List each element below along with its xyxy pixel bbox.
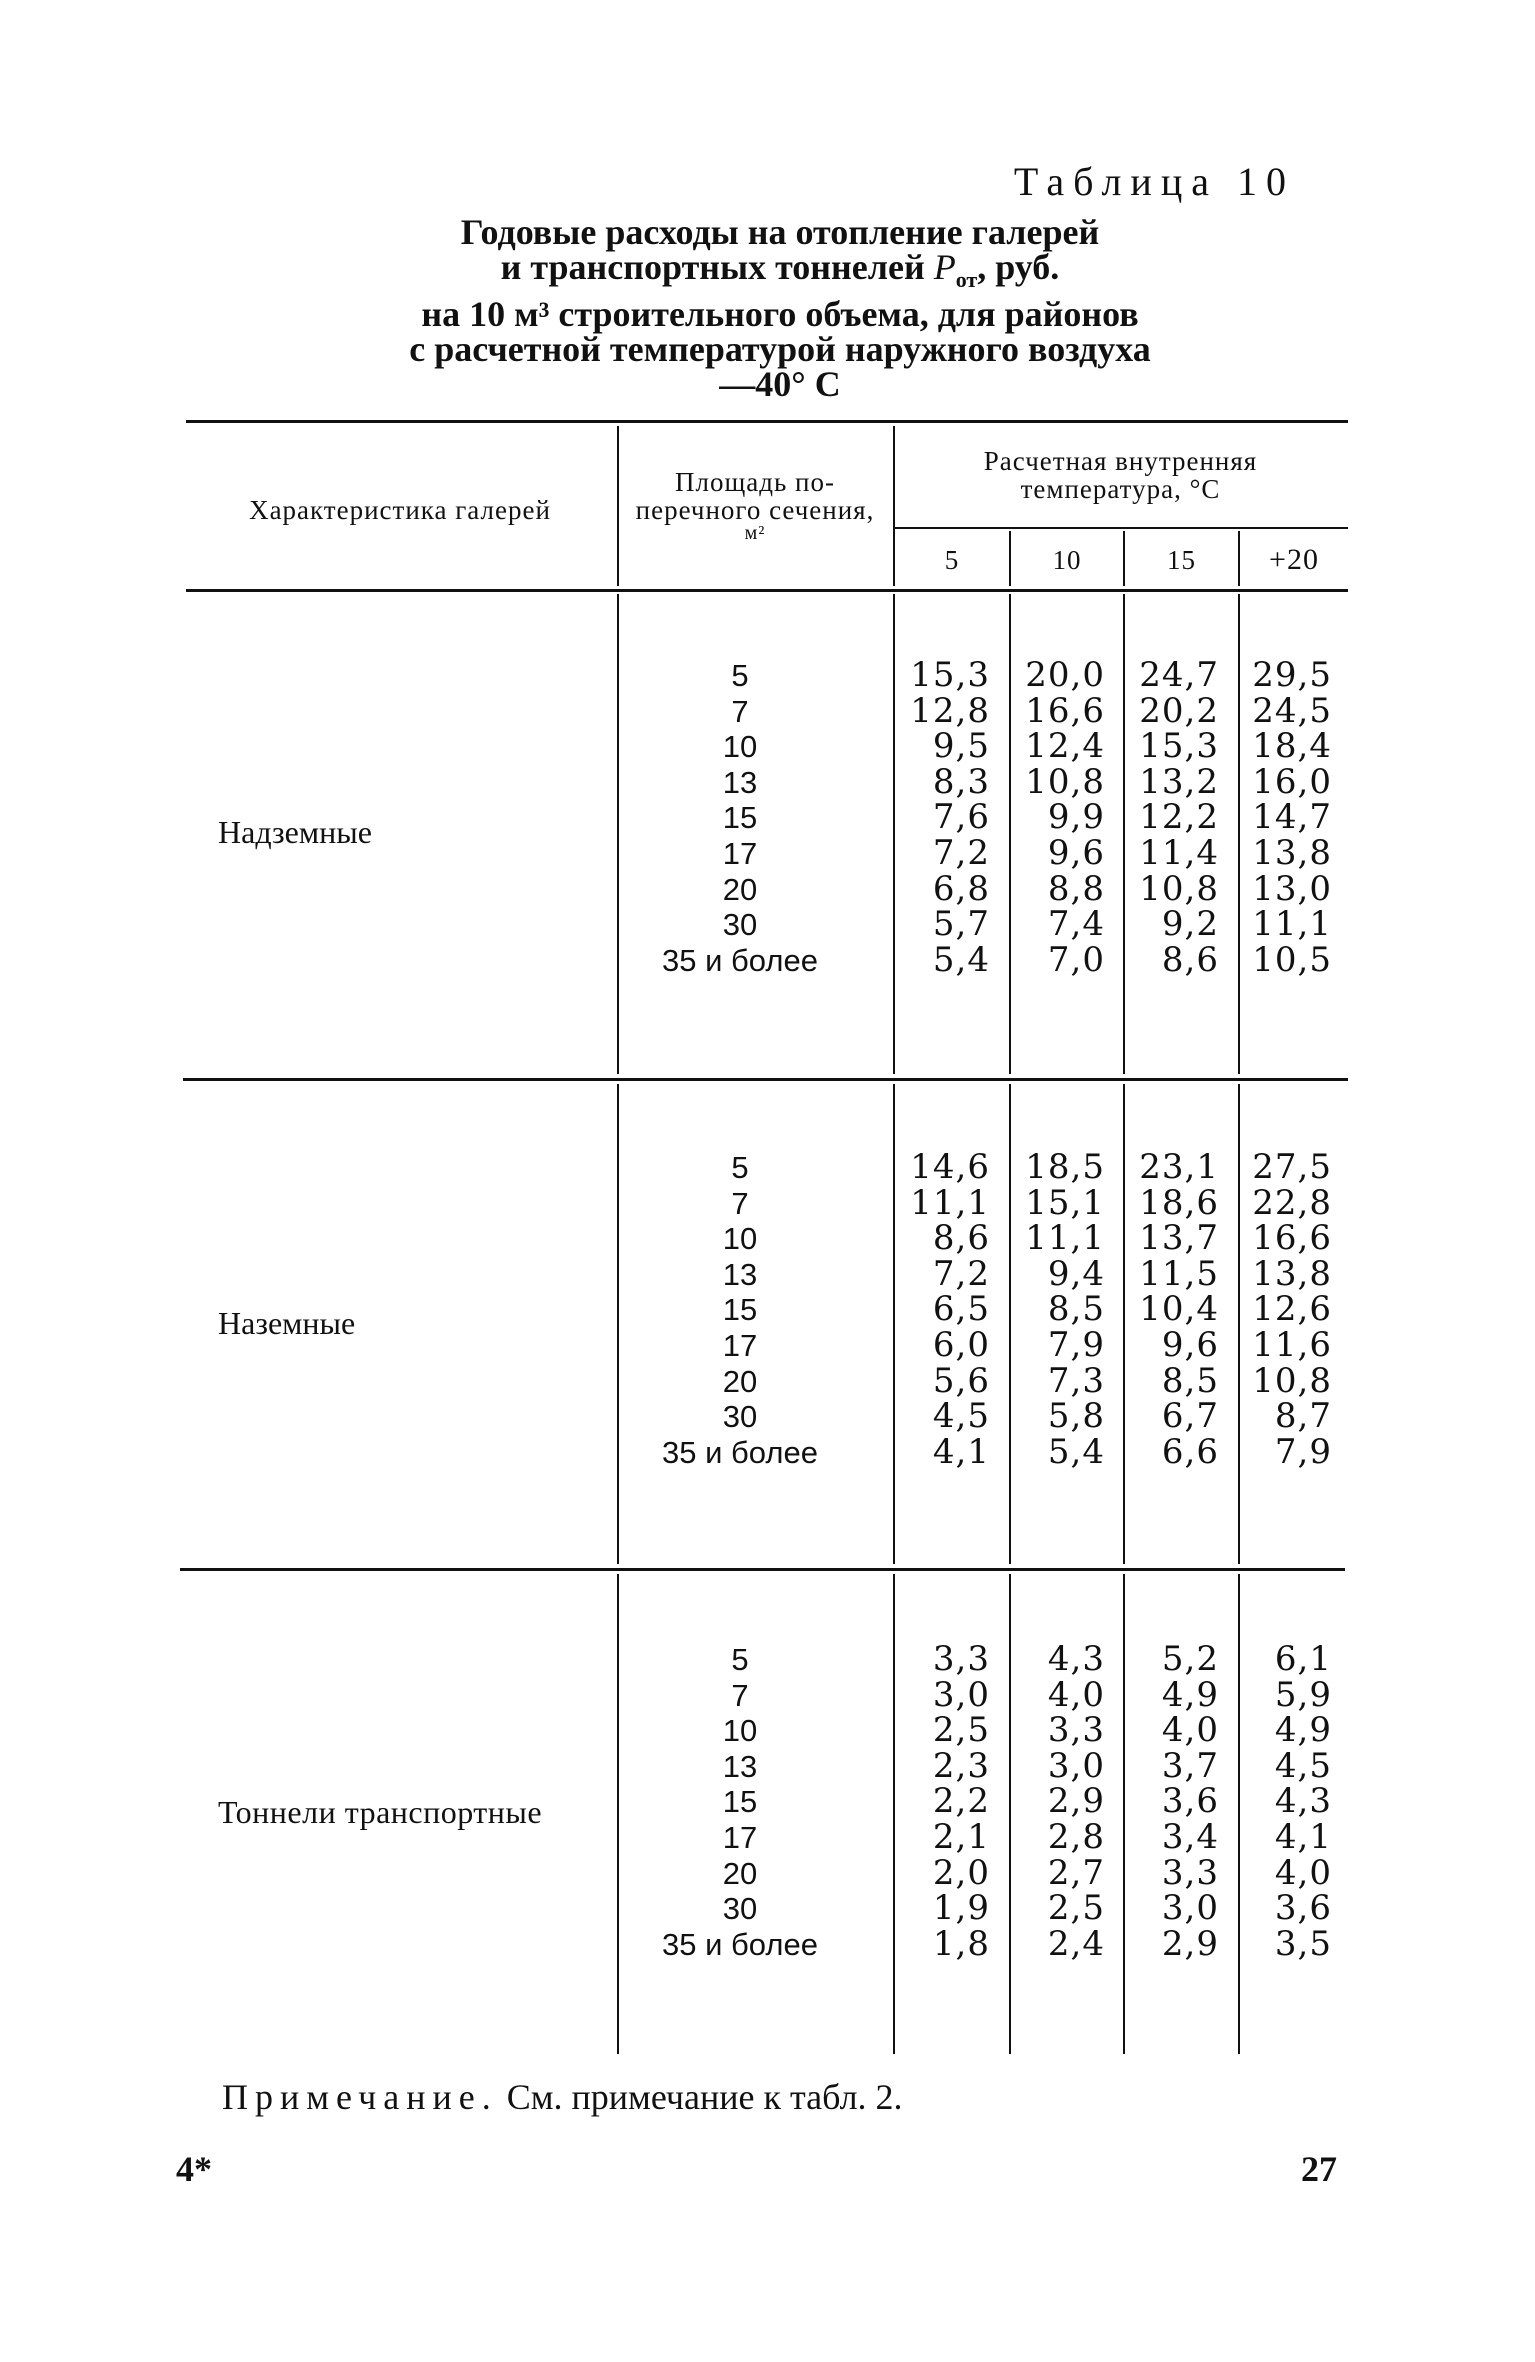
value-cell: 3,3 — [1047, 1710, 1105, 1751]
value-cell: 24,7 — [1139, 655, 1219, 695]
section-1-col-15 — [1127, 655, 1219, 980]
s3-vrule-2 — [893, 1574, 895, 2054]
value-cell: 7,2 — [932, 832, 990, 873]
area-cell: 13 — [722, 1256, 758, 1292]
value-cell: 8,7 — [1274, 1396, 1332, 1437]
value-cell: 4,0 — [1161, 1710, 1219, 1751]
value-cell: 11,1 — [1025, 1218, 1105, 1259]
section-1-col-20 — [1242, 655, 1332, 980]
area-cell: 20 — [722, 871, 758, 907]
value-cell: 9,5 — [932, 726, 990, 767]
value-cell: 5,7 — [932, 904, 990, 945]
title-line-1: Годовые расходы на отопление галерей — [460, 212, 1100, 252]
value-cell: 4,3 — [1047, 1639, 1105, 1679]
value-cell: 20,2 — [1139, 690, 1219, 731]
value-cell: 6,8 — [932, 868, 990, 909]
header-bottom-rule — [186, 589, 1348, 592]
value-cell: 11,5 — [1139, 1253, 1219, 1294]
value-cell: 14,6 — [910, 1147, 990, 1187]
section-3-areas — [630, 1642, 850, 1962]
area-cell: 13 — [722, 764, 758, 800]
header-characteristic: Характеристика галерей — [249, 495, 551, 525]
value-cell: 18,6 — [1139, 1182, 1219, 1223]
area-cell: 20 — [722, 1363, 758, 1399]
value-cell: 7,6 — [932, 797, 990, 838]
section-3-col-15 — [1127, 1639, 1219, 1964]
value-cell: 9,4 — [1047, 1253, 1105, 1294]
value-cell: 12,2 — [1139, 797, 1219, 838]
value-cell: 9,6 — [1047, 832, 1105, 873]
value-cell: 7,2 — [932, 1253, 990, 1294]
value-cell: 4,0 — [1274, 1852, 1332, 1893]
value-cell: 12,8 — [910, 690, 990, 731]
title-symbol: P — [933, 247, 956, 287]
temp-header-rule — [893, 527, 1348, 529]
value-cell: 5,6 — [932, 1360, 990, 1401]
title-line-5: —40° С — [719, 364, 841, 405]
area-cell: 17 — [722, 1819, 758, 1855]
value-cell: 2,7 — [1047, 1852, 1105, 1893]
area-cell: 10 — [722, 729, 758, 765]
value-cell: 20,0 — [1025, 655, 1105, 695]
value-cell: 13,7 — [1139, 1218, 1219, 1259]
value-cell: 10,8 — [1252, 1360, 1332, 1401]
value-cell: 12,6 — [1252, 1289, 1332, 1330]
area-cell: 5 — [731, 1642, 749, 1677]
value-cell: 3,0 — [1047, 1745, 1105, 1786]
value-cell: 18,4 — [1252, 726, 1332, 767]
area-cell: 35 и более — [662, 942, 818, 978]
value-cell: 7,9 — [1274, 1431, 1332, 1472]
value-cell: 2,3 — [932, 1745, 990, 1786]
value-cell: 8,5 — [1161, 1360, 1219, 1401]
value-cell: 3,6 — [1161, 1781, 1219, 1822]
title-symbol-sub: от — [955, 267, 978, 293]
value-cell: 13,0 — [1252, 868, 1332, 909]
value-cell: 16,6 — [1025, 690, 1105, 731]
value-cell: 23,1 — [1139, 1147, 1219, 1187]
value-cell: 10,5 — [1252, 939, 1332, 980]
section-2-col-10 — [1013, 1147, 1105, 1472]
value-cell: 4,5 — [932, 1396, 990, 1437]
value-cell: 27,5 — [1252, 1147, 1332, 1187]
value-cell: 8,5 — [1047, 1289, 1105, 1330]
area-cell: 30 — [722, 1399, 758, 1435]
value-cell: 11,4 — [1139, 832, 1219, 873]
value-cell: 3,3 — [932, 1639, 990, 1679]
value-cell: 3,5 — [1274, 1923, 1332, 1964]
section-2-areas — [630, 1150, 850, 1470]
area-cell: 7 — [731, 693, 749, 729]
value-cell: 3,0 — [932, 1674, 990, 1715]
table-title — [300, 212, 1260, 405]
section-1-col-5 — [900, 655, 990, 980]
header-temp-20: +20 — [1269, 543, 1319, 576]
value-cell: 8,6 — [1161, 939, 1219, 980]
s1-vrule-3 — [1009, 594, 1011, 1074]
value-cell: 13,8 — [1252, 1253, 1332, 1294]
area-cell: 13 — [722, 1748, 758, 1784]
area-cell: 5 — [731, 658, 749, 693]
value-cell: 9,2 — [1161, 904, 1219, 945]
area-cell: 15 — [722, 1292, 758, 1328]
value-cell: 15,3 — [910, 655, 990, 695]
value-cell: 2,9 — [1047, 1781, 1105, 1822]
value-cell: 2,8 — [1047, 1816, 1105, 1857]
value-cell: 18,5 — [1025, 1147, 1105, 1187]
value-cell: 9,6 — [1161, 1324, 1219, 1365]
value-cell: 2,1 — [932, 1816, 990, 1857]
value-cell: 7,4 — [1047, 904, 1105, 945]
value-cell: 2,0 — [932, 1852, 990, 1893]
area-cell: 7 — [731, 1185, 749, 1221]
s2-vrule-5 — [1238, 1084, 1240, 1564]
table-note — [222, 2076, 903, 2118]
title-line-3: на 10 м³ строительного объема, для районов — [421, 294, 1139, 335]
page-number: 27 — [1301, 2149, 1337, 2189]
value-cell: 7,3 — [1047, 1360, 1105, 1401]
s2-vrule-4 — [1123, 1084, 1125, 1564]
value-cell: 2,4 — [1047, 1923, 1105, 1964]
s1-vrule-1 — [617, 594, 619, 1074]
value-cell: 6,6 — [1161, 1431, 1219, 1472]
value-cell: 6,0 — [932, 1324, 990, 1365]
section-label-3: Тоннели транспортные — [218, 1794, 543, 1830]
area-cell: 20 — [722, 1855, 758, 1891]
section-label-2: Наземные — [218, 1305, 356, 1341]
section-3-col-5 — [900, 1639, 990, 1964]
area-cell: 15 — [722, 1784, 758, 1820]
area-cell: 35 и более — [662, 1434, 818, 1470]
s3-vrule-5 — [1238, 1574, 1240, 2054]
value-cell: 16,6 — [1252, 1218, 1332, 1259]
value-cell: 3,0 — [1161, 1888, 1219, 1929]
s2-vrule-1 — [617, 1084, 619, 1564]
note-label: Примечание. — [222, 2077, 498, 2117]
value-cell: 4,9 — [1161, 1674, 1219, 1715]
value-cell: 8,3 — [932, 761, 990, 802]
header-temperature: Расчетная внутренняя температура, °С — [983, 446, 1258, 504]
value-cell: 12,4 — [1025, 726, 1105, 767]
value-cell: 3,6 — [1274, 1888, 1332, 1929]
value-cell: 2,5 — [1047, 1888, 1105, 1929]
value-cell: 1,9 — [932, 1888, 990, 1929]
s3-vrule-3 — [1009, 1574, 1011, 2054]
section-2-col-15 — [1127, 1147, 1219, 1472]
value-cell: 4,5 — [1274, 1745, 1332, 1786]
value-cell: 8,8 — [1047, 868, 1105, 909]
area-cell: 7 — [731, 1677, 749, 1713]
area-cell: 17 — [722, 835, 758, 871]
value-cell: 4,1 — [1274, 1816, 1332, 1857]
table-top-rule — [186, 420, 1348, 423]
value-cell: 15,3 — [1139, 726, 1219, 767]
section-1-areas — [630, 658, 850, 978]
section-divider-2 — [180, 1568, 1345, 1571]
s1-vrule-5 — [1238, 594, 1240, 1074]
value-cell: 2,2 — [932, 1781, 990, 1822]
value-cell: 2,9 — [1161, 1923, 1219, 1964]
table-label: Таблица 10 — [1013, 159, 1295, 204]
value-cell: 1,8 — [932, 1923, 990, 1964]
signature-mark: 4* — [176, 2149, 212, 2189]
value-cell: 5,2 — [1161, 1639, 1219, 1679]
value-cell: 4,3 — [1274, 1781, 1332, 1822]
value-cell: 5,8 — [1047, 1396, 1105, 1437]
header-area: Площадь по- перечного сечения, м² — [635, 467, 875, 544]
value-cell: 4,0 — [1047, 1674, 1105, 1715]
value-cell: 29,5 — [1252, 655, 1332, 695]
value-cell: 4,9 — [1274, 1710, 1332, 1751]
value-cell: 11,6 — [1252, 1324, 1332, 1365]
section-3-col-10 — [1013, 1639, 1105, 1964]
value-cell: 6,1 — [1274, 1639, 1332, 1679]
note-text: См. примечание к табл. 2. — [497, 2077, 903, 2117]
area-cell: 10 — [722, 1221, 758, 1257]
value-cell: 6,5 — [932, 1289, 990, 1330]
value-cell: 3,4 — [1161, 1816, 1219, 1857]
area-cell: 15 — [722, 800, 758, 836]
header-temp-10: 10 — [1052, 545, 1082, 575]
header-temp-5: 5 — [944, 545, 960, 575]
value-cell: 15,1 — [1025, 1182, 1105, 1223]
value-cell: 3,7 — [1161, 1745, 1219, 1786]
title-line-2: и транспортных тоннелей $P_{от}$, руб. — [500, 247, 1060, 293]
area-cell: 10 — [722, 1713, 758, 1749]
section-divider-1 — [183, 1078, 1348, 1081]
s3-vrule-1 — [617, 1574, 619, 2054]
s2-vrule-2 — [893, 1084, 895, 1564]
value-cell: 11,1 — [910, 1182, 990, 1223]
area-cell: 30 — [722, 1891, 758, 1927]
area-cell: 30 — [722, 907, 758, 943]
value-cell: 4,1 — [932, 1431, 990, 1472]
value-cell: 7,9 — [1047, 1324, 1105, 1365]
s1-vrule-4 — [1123, 594, 1125, 1074]
value-cell: 11,1 — [1252, 904, 1332, 945]
value-cell: 6,7 — [1161, 1396, 1219, 1437]
section-2-col-5 — [900, 1147, 990, 1472]
value-cell: 5,9 — [1274, 1674, 1332, 1715]
value-cell: 2,5 — [932, 1710, 990, 1751]
area-cell: 17 — [722, 1327, 758, 1363]
area-cell: 5 — [731, 1150, 749, 1185]
section-2-col-20 — [1242, 1147, 1332, 1472]
value-cell: 5,4 — [1047, 1431, 1105, 1472]
value-cell: 14,7 — [1252, 797, 1332, 838]
s2-vrule-3 — [1009, 1084, 1011, 1564]
value-cell: 10,8 — [1025, 761, 1105, 802]
value-cell: 5,4 — [932, 939, 990, 980]
section-label-1: Надземные — [218, 814, 372, 850]
value-cell: 10,4 — [1139, 1289, 1219, 1330]
value-cell: 24,5 — [1252, 690, 1332, 731]
s1-vrule-2 — [893, 594, 895, 1074]
value-cell: 13,8 — [1252, 832, 1332, 873]
value-cell: 3,3 — [1161, 1852, 1219, 1893]
header-temp-15: 15 — [1167, 545, 1196, 575]
area-cell: 35 и более — [662, 1926, 818, 1962]
value-cell: 7,0 — [1047, 939, 1105, 980]
section-1-col-10 — [1013, 655, 1105, 980]
title-line-4: с расчетной температурой наружного воздуха — [409, 329, 1151, 370]
value-cell: 8,6 — [932, 1218, 990, 1259]
s3-vrule-4 — [1123, 1574, 1125, 2054]
value-cell: 10,8 — [1139, 868, 1219, 909]
value-cell: 9,9 — [1047, 797, 1105, 838]
value-cell: 16,0 — [1252, 761, 1332, 802]
section-3-col-20 — [1242, 1639, 1332, 1964]
value-cell: 22,8 — [1252, 1182, 1332, 1223]
value-cell: 13,2 — [1139, 761, 1219, 802]
